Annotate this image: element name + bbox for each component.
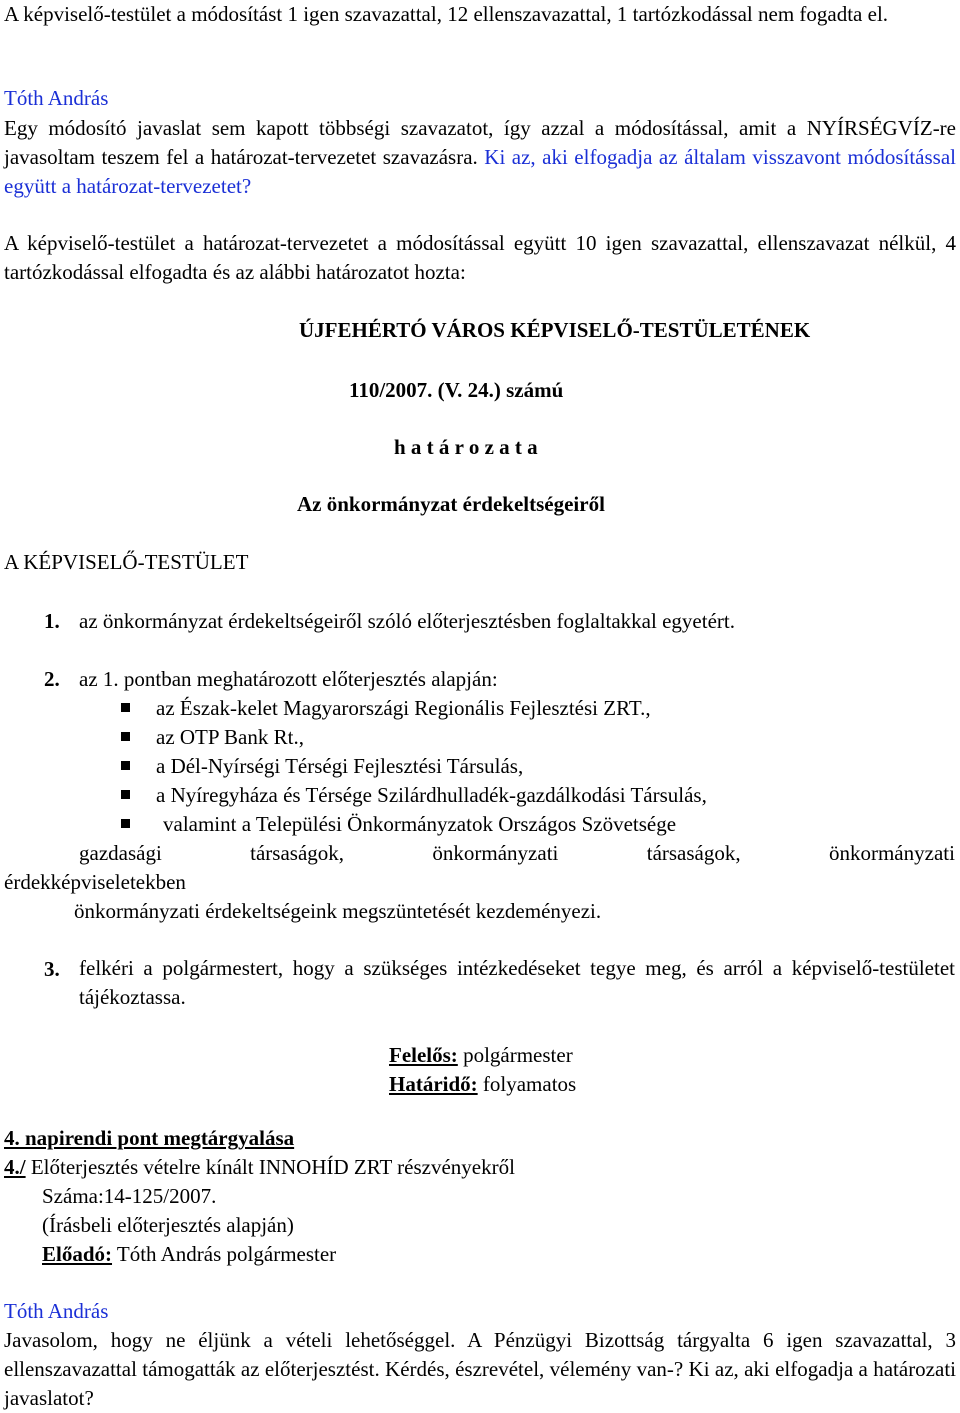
deadline-label: Határidő: <box>389 1072 478 1096</box>
resolution-number: 110/2007. (V. 24.) számú <box>349 378 564 402</box>
agenda-item-line <box>4 1155 515 1179</box>
justified-line <box>79 841 955 865</box>
item-2-text: az 1. pontban meghatározott előterjesztés alapján: <box>79 667 498 691</box>
responsible-value: polgármester <box>457 1043 573 1067</box>
resolution-body: A KÉPVISELŐ-TESTÜLET <box>4 550 249 574</box>
bullet-square-icon <box>121 732 130 741</box>
word: társaságok, <box>646 841 741 865</box>
item-2-closing: önkormányzati érdekeltségeink megszüntetését kezdeményezi. <box>74 899 602 923</box>
word: önkormányzati <box>432 841 559 865</box>
bullet-square-icon <box>121 819 130 828</box>
item-1-number: 1. <box>44 609 60 633</box>
bullet-item: az OTP Bank Rt., <box>156 725 304 749</box>
bullet-item: az Észak-kelet Magyarországi Regionális Fejlesztési ZRT., <box>156 696 651 720</box>
continuation-line: érdekképviseletekben <box>4 870 186 894</box>
speaker-question: Ki az, aki elfogadja az általam visszavont módosítással együtt a határozat-tervezetet? <box>4 145 957 198</box>
presenter-label: Előadó: <box>42 1242 113 1266</box>
agenda-number: Száma:14-125/2007. <box>42 1184 217 1208</box>
speaker-name-2: Tóth András <box>4 1299 109 1323</box>
speaker-name: Tóth András <box>4 86 109 110</box>
responsible-label: Felelős: <box>389 1043 458 1067</box>
item-1-text: az önkormányzat érdekeltségeiről szóló előterjesztésben foglaltakkal egyetért. <box>79 609 735 633</box>
bullet-item: a Nyíregyháza és Térsége Szilárdhulladék-gazdálkodási Társulás, <box>156 783 707 807</box>
agenda-title: 4. napirendi pont megtárgyalása <box>4 1126 295 1150</box>
bullet-item: valamint a Települési Önkormányzatok Országos Szövetsége <box>163 812 677 836</box>
deadline-line <box>389 1072 576 1096</box>
bullet-item: a Dél-Nyírségi Térségi Fejlesztési Társulás, <box>156 754 524 778</box>
agenda-presenter <box>42 1242 336 1266</box>
final-paragraph: Javasolom, hogy ne éljünk a vételi lehetőséggel. A Pénzügyi Bizottság tárgyalta 6 igen szavazattal, 3 ellenszavazattal támogatták az előterjesztést. Kérdés, észrevétel, vélemény van-? Ki az, aki elfogadja a határozati javaslatot? <box>4 1328 956 1410</box>
bullet-square-icon <box>121 761 130 770</box>
agenda-item-number: 4./ <box>4 1155 26 1179</box>
word: társaságok, <box>250 841 345 865</box>
agenda-item-text: Előterjesztés vételre kínált INNOHÍD ZRT részvényekről <box>25 1155 515 1179</box>
resolution-word: h a t á r o z a t a <box>394 435 538 459</box>
resolution-heading: ÚJFEHÉRTÓ VÁROS KÉPVISELŐ-TESTÜLETÉNEK <box>299 318 811 342</box>
adoption-paragraph: A képviselő-testület a határozat-tervezetet a módosítással együtt 10 igen szavazattal, ellenszavazat nélkül, 4 tartózkodással elfogadta és az alábbi határozatot hozta: <box>4 231 956 284</box>
resolution-subject: Az önkormányzat érdekeltségeiről <box>297 492 605 516</box>
item-2-number: 2. <box>44 667 60 691</box>
responsible-line <box>389 1043 573 1067</box>
deadline-value: folyamatos <box>477 1072 577 1096</box>
bullet-square-icon <box>121 790 130 799</box>
vote-result-paragraph: A képviselő-testület a módosítást 1 igen szavazattal, 12 ellenszavazattal, 1 tartózkodással nem fogadta el. <box>4 2 889 26</box>
bullet-square-icon <box>121 703 130 712</box>
word: önkormányzati <box>828 841 955 865</box>
word: gazdasági <box>79 841 162 865</box>
presenter-value: Tóth András polgármester <box>112 1242 337 1266</box>
item-3-number: 3. <box>44 957 60 981</box>
speaker-statement: Egy módosító javaslat sem kapott többségi szavazatot, így azzal a módosítással, amit a NYÍRSÉGVÍZ-re javasoltam teszem fel a határozat-tervezetet szavazásra. <box>4 116 956 169</box>
item-3-text: felkéri a polgármestert, hogy a szükséges intézkedéseket tegye meg, és arról a képviselő-testületet tájékoztassa. <box>79 956 955 1009</box>
agenda-basis: (Írásbeli előterjesztés alapján) <box>42 1213 294 1237</box>
speaker-paragraph <box>4 114 956 201</box>
